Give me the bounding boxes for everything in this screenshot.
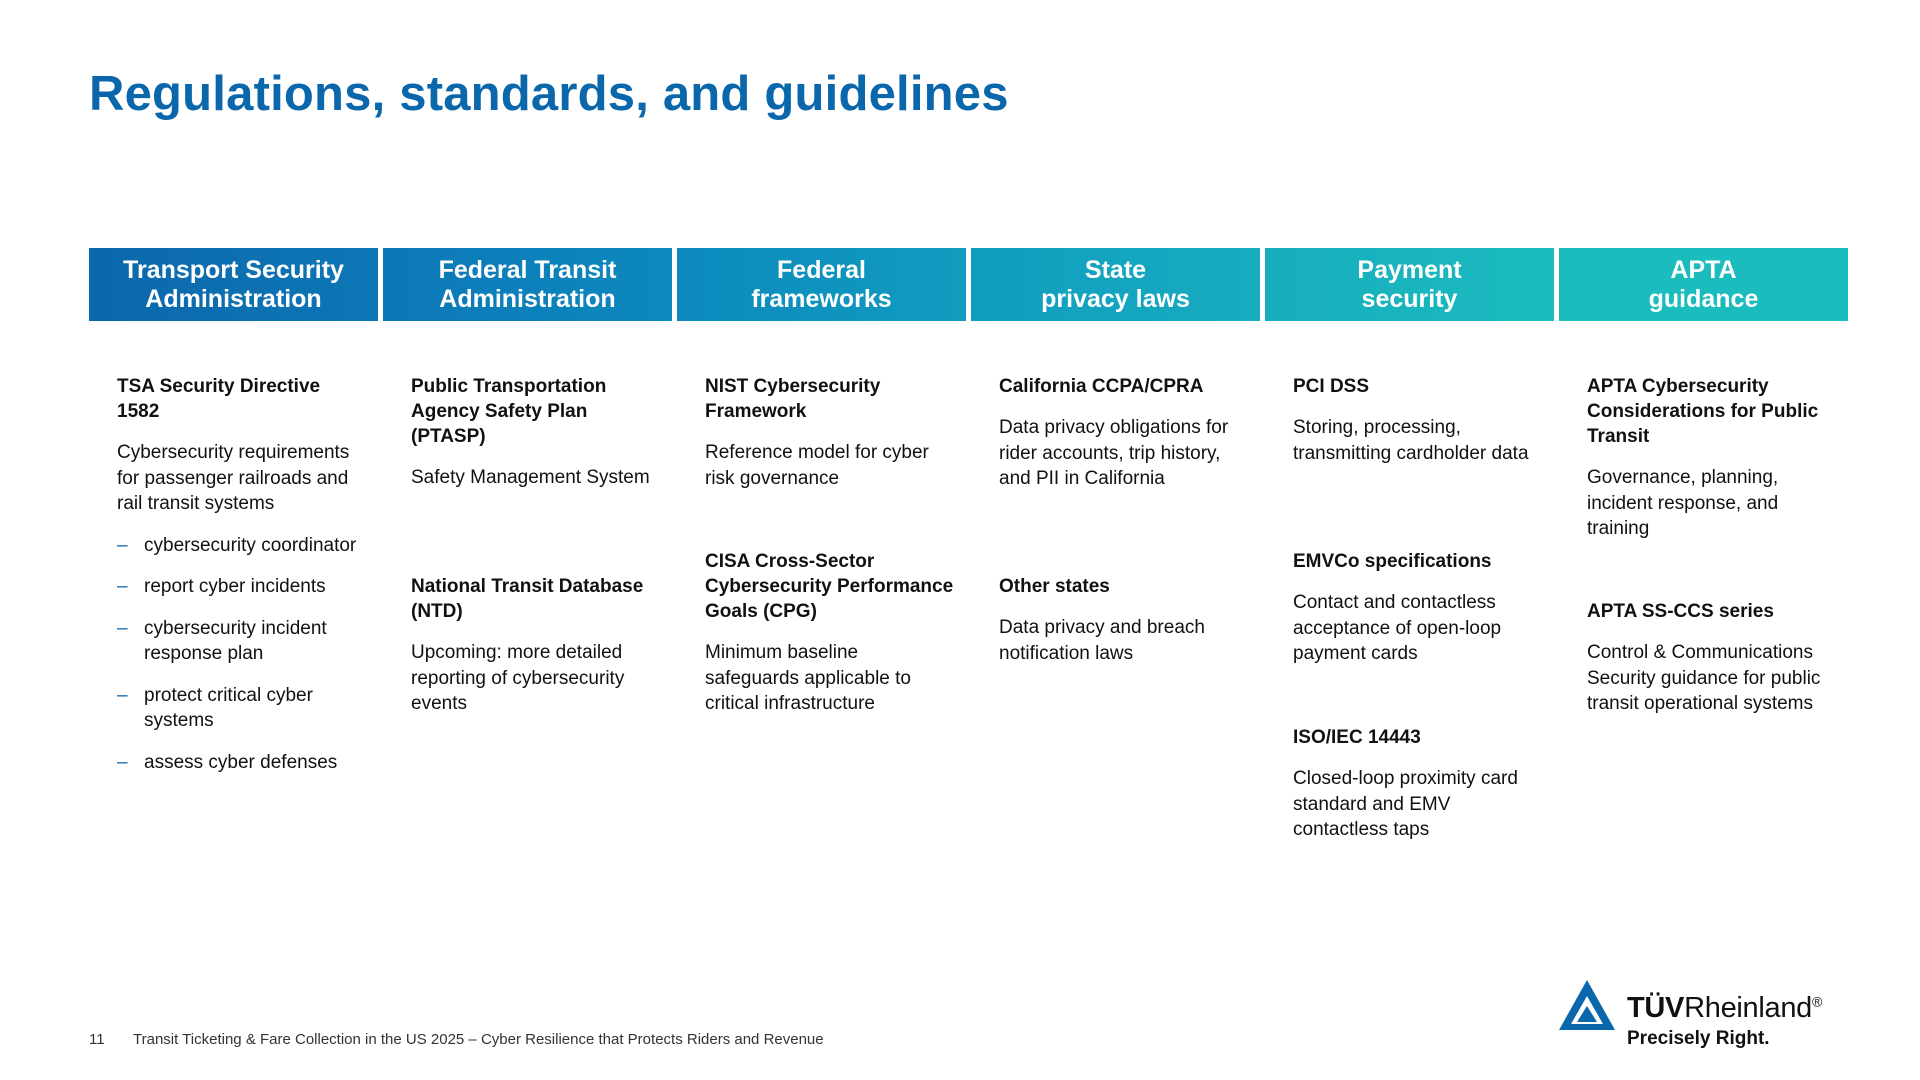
block-description: Data privacy and breach notification laws	[999, 617, 1205, 664]
bullet-text: cybersecurity incident response plan	[144, 617, 327, 664]
block-description: Closed-loop proximity card standard and EMV contactless taps	[1293, 768, 1518, 840]
block-description: Cybersecurity requirements for passenger railroads and rail transit systems	[117, 442, 350, 514]
block-title: California CCPA/CPRA	[999, 376, 1204, 397]
dash-icon: –	[117, 576, 128, 597]
bullet-item	[117, 616, 367, 667]
content-block	[117, 374, 367, 791]
brand-name-bold: TÜV	[1627, 992, 1685, 1024]
header-state-privacy: State privacy laws	[971, 248, 1260, 321]
dash-icon: –	[117, 534, 128, 556]
header-fta: Federal Transit Administration	[383, 248, 672, 321]
dash-icon: –	[117, 751, 128, 773]
content-block	[411, 374, 661, 491]
registered-mark: ®	[1812, 993, 1823, 1010]
dash-icon: –	[117, 617, 128, 639]
block-description: Storing, processing, transmitting cardholder data	[1293, 417, 1529, 464]
bullet-text: protect critical cyber systems	[144, 684, 313, 731]
header-federal-frameworks: Federal frameworks	[677, 248, 966, 321]
block-description: Control & Communications Security guidance for public transit operational systems	[1587, 642, 1821, 714]
bullet-text: assess cyber defenses	[144, 751, 338, 773]
block-description: Upcoming: more detailed reporting of cybersecurity events	[411, 642, 625, 714]
tuv-rheinland-logo	[1557, 978, 1857, 1048]
dash-icon: –	[117, 684, 128, 706]
bullet-item	[117, 574, 367, 600]
header-tsa: Transport Security Administration	[89, 248, 378, 321]
block-description: Minimum baseline safeguards applicable to critical infrastructure	[705, 642, 911, 714]
column-headers	[89, 248, 1848, 321]
block-description: Reference model for cyber risk governance	[705, 442, 929, 489]
block-title: PCI DSS	[1293, 376, 1370, 397]
block-title: APTA SS-CCS series	[1587, 601, 1774, 622]
header-apta-guidance: APTA guidance	[1559, 248, 1848, 321]
page-title: Regulations, standards, and guidelines	[89, 67, 1009, 121]
content-block	[1293, 725, 1543, 843]
tuv-triangle-icon	[1557, 978, 1617, 1034]
block-title: Other states	[999, 576, 1110, 597]
block-description: Contact and contactless acceptance of open-loop payment cards	[1293, 592, 1502, 664]
content-block	[411, 574, 661, 717]
block-description: Safety Management System	[411, 467, 650, 488]
brand-name-regular: Rheinland	[1684, 992, 1813, 1024]
block-title: Public Transportation Agency Safety Plan (PTASP)	[411, 376, 607, 447]
block-description: Governance, planning, incident response, and training	[1587, 467, 1779, 539]
content-block	[1587, 599, 1837, 717]
bullet-text: report cyber incidents	[144, 576, 326, 597]
content-block	[705, 549, 955, 717]
footer-text: Transit Ticketing & Fare Collection in the US 2025 – Cyber Resilience that Protects Riders and Revenue	[133, 1031, 824, 1048]
content-block	[999, 374, 1249, 492]
content-block	[999, 574, 1249, 666]
block-title: National Transit Database (NTD)	[411, 576, 644, 622]
bullet-list	[117, 533, 367, 776]
content-block	[705, 374, 955, 491]
content-block	[1293, 549, 1543, 667]
bullet-item	[117, 750, 367, 776]
brand-name	[1627, 992, 1822, 1025]
block-description: Data privacy obligations for rider accounts, trip history, and PII in California	[999, 417, 1229, 489]
brand-tagline: Precisely Right.	[1627, 1028, 1770, 1049]
bullet-text: cybersecurity coordinator	[144, 534, 357, 556]
block-title: NIST Cybersecurity Framework	[705, 376, 881, 422]
block-title: APTA Cybersecurity Considerations for Public Transit	[1587, 376, 1819, 447]
bullet-item	[117, 533, 367, 559]
content-block	[1293, 374, 1543, 466]
block-title: EMVCo specifications	[1293, 551, 1492, 572]
block-title: ISO/IEC 14443	[1293, 727, 1421, 748]
bullet-item	[117, 683, 367, 734]
content-block	[1587, 374, 1837, 542]
header-payment-security: Payment security	[1265, 248, 1554, 321]
page-number: 11	[89, 1031, 105, 1048]
block-title: TSA Security Directive 1582	[117, 376, 321, 422]
block-title: CISA Cross-Sector Cybersecurity Performance Goals (CPG)	[705, 551, 954, 622]
